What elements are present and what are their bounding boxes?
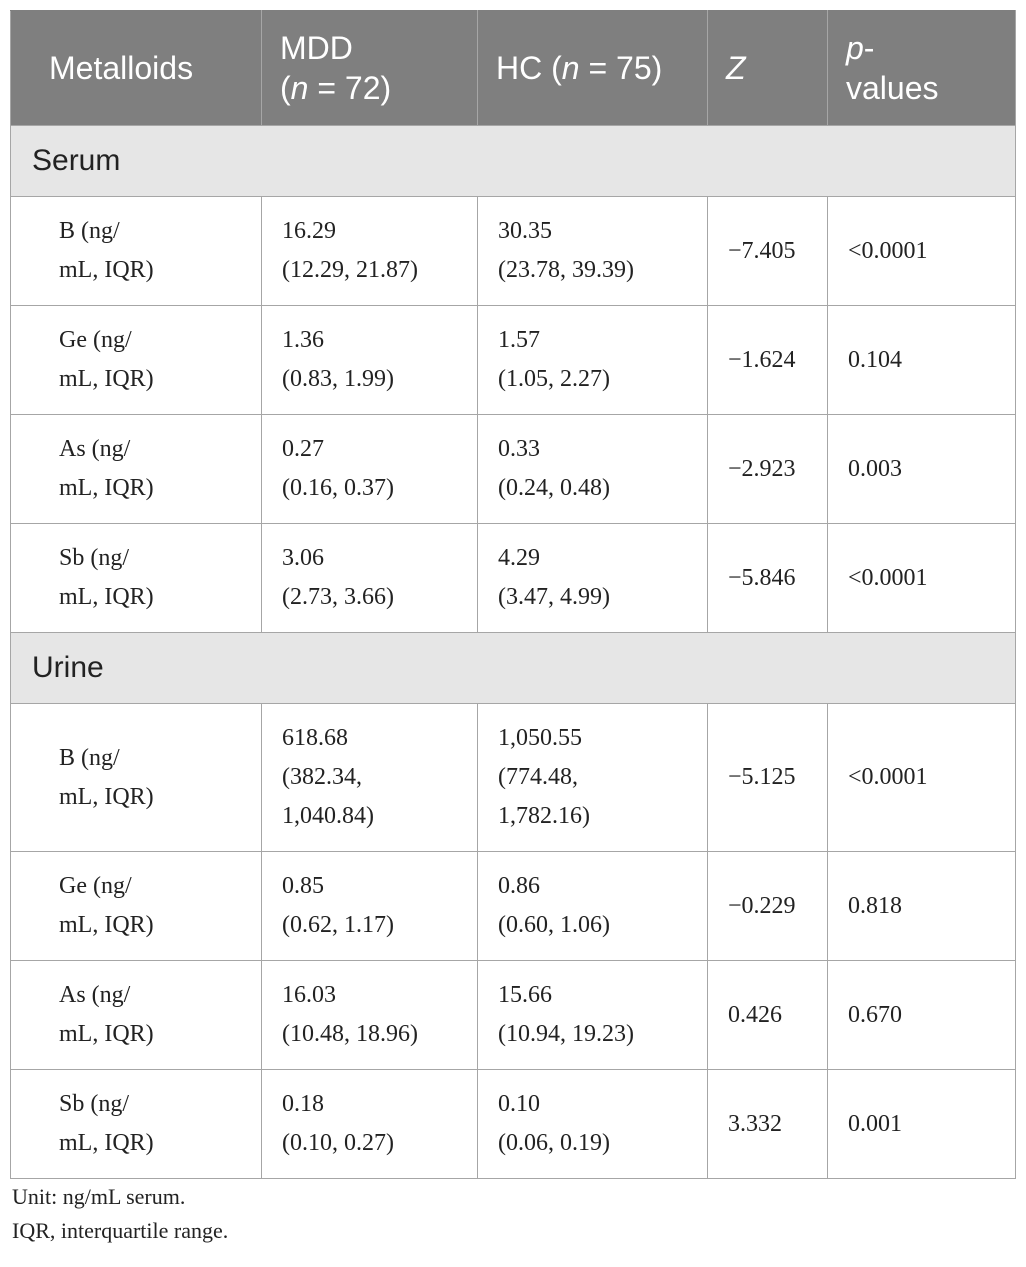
z-value-cell: −5.125 [708, 704, 828, 852]
p-value-cell: 0.003 [828, 415, 1016, 524]
metalloid-unit: mL, IQR) [59, 912, 154, 938]
mdd-iqr: (0.10, 0.27) [282, 1130, 394, 1156]
hc-median: 0.10 [498, 1091, 540, 1117]
metalloid-unit: mL, IQR) [59, 783, 154, 810]
metalloid-unit: mL, IQR) [59, 584, 154, 610]
mdd-median: 16.29 [282, 218, 336, 244]
z-value-cell: −1.624 [708, 306, 828, 415]
mdd-value-cell [262, 524, 478, 633]
header-mdd-label: MDD [280, 30, 353, 66]
metalloid-cell [11, 852, 262, 961]
header-mdd-n-rest: = 72) [308, 70, 392, 106]
table-row [11, 524, 1016, 633]
table-row [11, 197, 1016, 306]
z-value-cell: 0.426 [708, 961, 828, 1070]
table-body [11, 126, 1016, 1179]
mdd-iqr: (0.83, 1.99) [282, 366, 394, 392]
hc-median: 4.29 [498, 545, 540, 571]
hc-median: 1.57 [498, 327, 540, 353]
header-hc [478, 11, 708, 126]
metalloid-name: Ge (ng/ [59, 327, 132, 353]
hc-median: 0.33 [498, 436, 540, 462]
p-value-cell: <0.0001 [828, 197, 1016, 306]
z-value-cell: −0.229 [708, 852, 828, 961]
header-hc-n-rest: = 75) [579, 50, 663, 86]
table-row [11, 852, 1016, 961]
table-row [11, 1070, 1016, 1179]
mdd-median: 0.18 [282, 1091, 324, 1117]
mdd-value-cell [262, 852, 478, 961]
hc-iqr: (0.06, 0.19) [498, 1130, 610, 1156]
mdd-iqr: (382.34, [282, 764, 362, 790]
hc-value-cell [478, 704, 708, 852]
hc-value-cell [478, 961, 708, 1070]
metalloids-table [10, 10, 1016, 1179]
metalloid-name: As (ng/ [59, 982, 131, 1008]
section-row-urine [11, 633, 1016, 704]
table-row [11, 961, 1016, 1070]
z-value-cell: −7.405 [708, 197, 828, 306]
header-row [11, 11, 1016, 126]
hc-median: 0.86 [498, 873, 540, 899]
hc-value-cell [478, 1070, 708, 1179]
p-value-cell: <0.0001 [828, 704, 1016, 852]
header-metalloids-text: Metalloids [49, 50, 194, 86]
section-title: Urine [11, 633, 1016, 704]
hc-iqr: (23.78, 39.39) [498, 257, 634, 283]
hc-value-cell [478, 524, 708, 633]
section-title: Serum [11, 126, 1016, 197]
table-row [11, 415, 1016, 524]
table-row [11, 704, 1016, 852]
header-metalloids [11, 11, 262, 126]
hc-median: 1,050.55 [498, 725, 582, 751]
header-p-values [828, 11, 1016, 126]
table-footnotes [12, 1180, 228, 1248]
metalloid-name: As (ng/ [59, 436, 131, 462]
metalloid-cell [11, 961, 262, 1070]
mdd-median: 618.68 [282, 725, 348, 751]
hc-value-cell [478, 852, 708, 961]
mdd-value-cell [262, 415, 478, 524]
hc-value-cell [478, 415, 708, 524]
hc-iqr: (10.94, 19.23) [498, 1021, 634, 1047]
metalloid-cell [11, 524, 262, 633]
hc-iqr-cont: 1,782.16) [498, 803, 590, 829]
metalloid-cell [11, 1070, 262, 1179]
mdd-value-cell [262, 1070, 478, 1179]
mdd-iqr: (10.48, 18.96) [282, 1021, 418, 1047]
table-row [11, 306, 1016, 415]
header-p-dash: - [863, 30, 875, 66]
footnote-unit: Unit: ng/mL serum. [12, 1184, 186, 1209]
mdd-median: 3.06 [282, 545, 324, 571]
mdd-iqr: (12.29, 21.87) [282, 257, 418, 283]
z-value-cell: −2.923 [708, 415, 828, 524]
metalloid-unit: mL, IQR) [59, 257, 154, 283]
metalloid-cell [11, 306, 262, 415]
mdd-median: 16.03 [282, 982, 336, 1008]
metalloid-unit: mL, IQR) [59, 475, 154, 501]
p-value-cell: <0.0001 [828, 524, 1016, 633]
hc-median: 30.35 [498, 218, 552, 244]
hc-iqr: (1.05, 2.27) [498, 366, 610, 392]
metalloid-cell [11, 197, 262, 306]
section-row-serum [11, 126, 1016, 197]
z-value-cell: −5.846 [708, 524, 828, 633]
header-z-text: Z [726, 50, 746, 86]
mdd-value-cell [262, 306, 478, 415]
mdd-iqr-cont: 1,040.84) [282, 803, 374, 829]
mdd-median: 1.36 [282, 327, 324, 353]
metalloid-name: Ge (ng/ [59, 873, 132, 899]
metalloid-unit: mL, IQR) [59, 366, 154, 392]
p-value-cell: 0.001 [828, 1070, 1016, 1179]
hc-iqr: (0.24, 0.48) [498, 475, 610, 501]
header-hc-label: HC ( [496, 50, 562, 86]
metalloids-table-container [10, 10, 1015, 1179]
mdd-iqr: (2.73, 3.66) [282, 584, 394, 610]
mdd-value-cell [262, 961, 478, 1070]
metalloid-name: Sb (ng/ [59, 545, 130, 571]
header-p-var: p [846, 30, 864, 66]
header-p-values-text: values [846, 70, 939, 106]
metalloid-unit: mL, IQR) [59, 1021, 154, 1047]
p-value-cell: 0.104 [828, 306, 1016, 415]
header-hc-n-var: n [561, 50, 580, 86]
z-value-cell: 3.332 [708, 1070, 828, 1179]
mdd-value-cell [262, 704, 478, 852]
metalloid-name: Sb (ng/ [59, 1091, 130, 1117]
metalloid-name: B (ng/ [59, 744, 120, 771]
hc-iqr: (774.48, [498, 764, 578, 790]
p-value-cell: 0.670 [828, 961, 1016, 1070]
hc-value-cell [478, 197, 708, 306]
hc-iqr: (0.60, 1.06) [498, 912, 610, 938]
header-z [708, 11, 828, 126]
hc-value-cell [478, 306, 708, 415]
metalloid-name: B (ng/ [59, 218, 120, 244]
header-mdd [262, 11, 478, 126]
metalloid-cell [11, 704, 262, 852]
header-mdd-n-var: n [290, 70, 309, 106]
mdd-median: 0.85 [282, 873, 324, 899]
hc-median: 15.66 [498, 982, 552, 1008]
footnote-iqr: IQR, interquartile range. [12, 1218, 229, 1243]
metalloid-cell [11, 415, 262, 524]
header-mdd-n-open: ( [280, 70, 291, 106]
hc-iqr: (3.47, 4.99) [498, 584, 610, 610]
mdd-iqr: (0.62, 1.17) [282, 912, 394, 938]
mdd-median: 0.27 [282, 436, 324, 462]
mdd-iqr: (0.16, 0.37) [282, 475, 394, 501]
mdd-value-cell [262, 197, 478, 306]
metalloid-unit: mL, IQR) [59, 1130, 154, 1156]
p-value-cell: 0.818 [828, 852, 1016, 961]
table-header [11, 11, 1016, 126]
